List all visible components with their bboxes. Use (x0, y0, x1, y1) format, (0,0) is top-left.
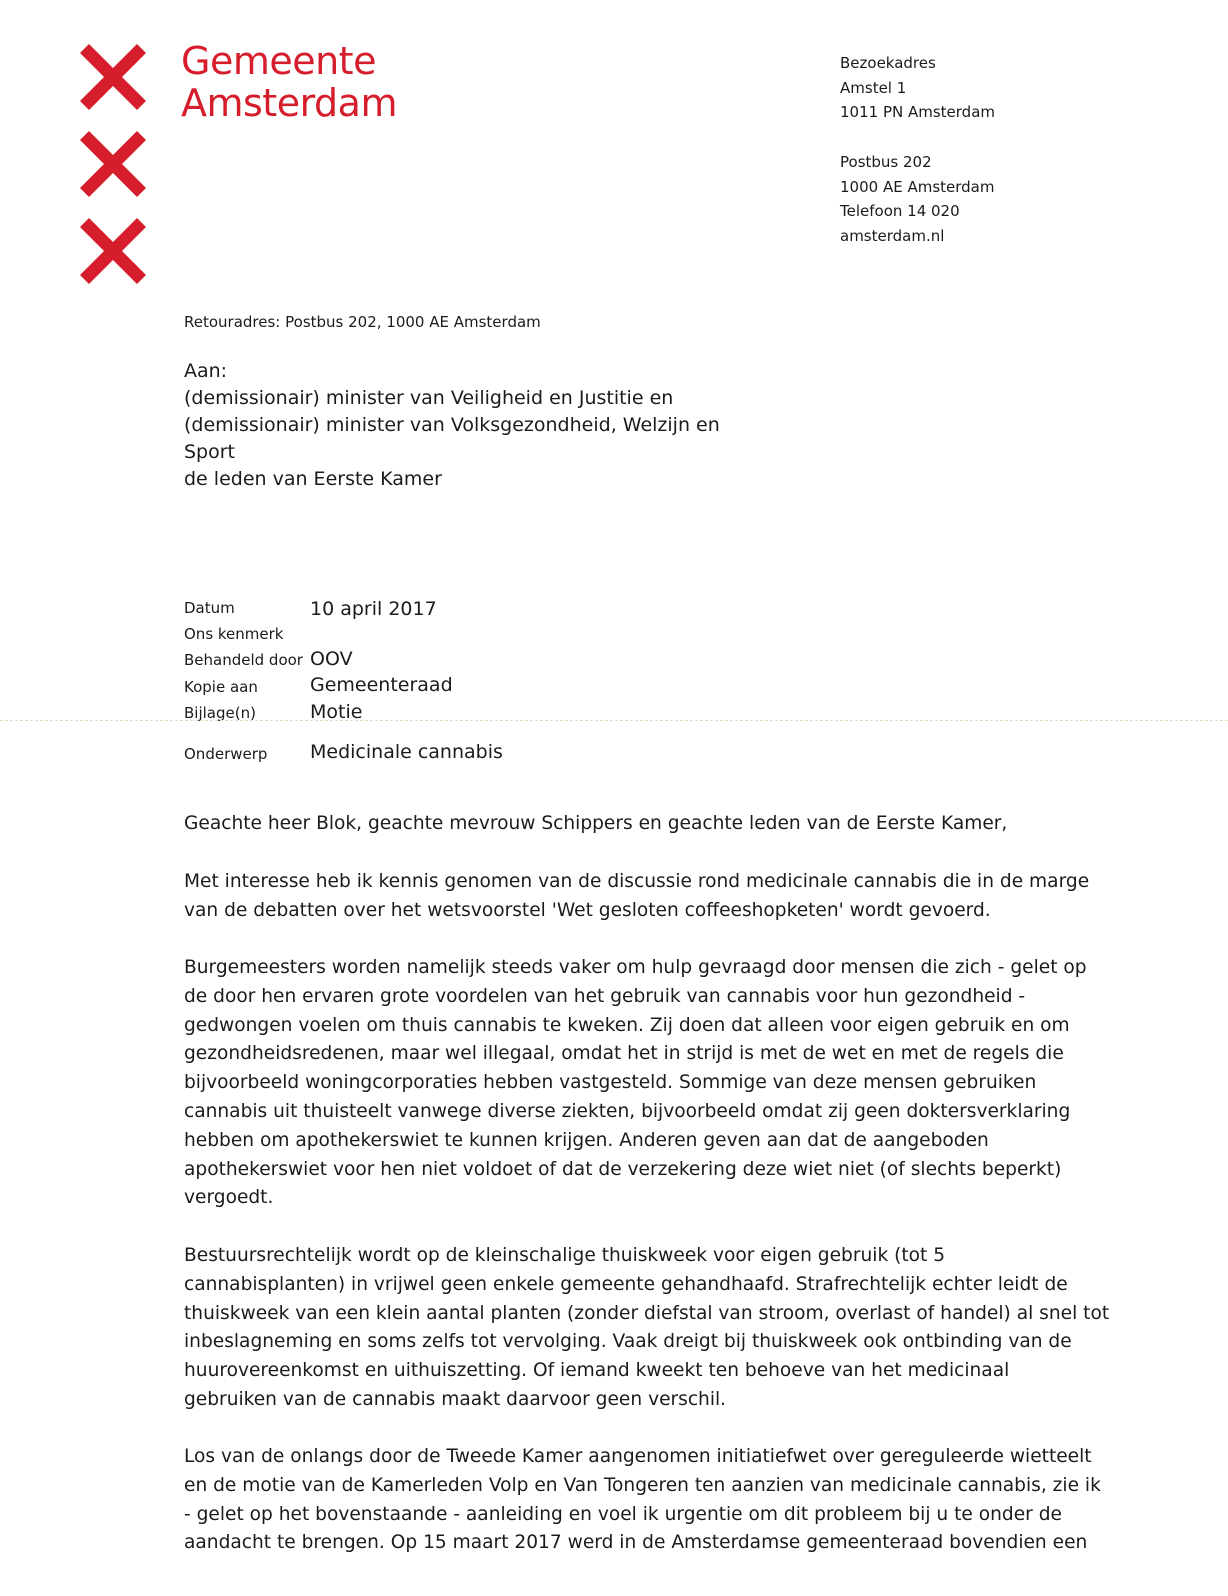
return-address: Retouradres: Postbus 202, 1000 AE Amsterdam (184, 313, 541, 331)
copy-value: Gemeenteraad (310, 674, 453, 696)
subject-value: Medicinale cannabis (310, 741, 503, 763)
andreas-cross-icon (76, 214, 150, 288)
recipient-line: Aan: (184, 360, 228, 382)
attachments-label: Bijlage(n) (184, 704, 256, 722)
paragraph-2 (184, 954, 1087, 1213)
recipient-line: Sport (184, 441, 236, 463)
postal-address-phone: Telefoon 14 020 (840, 202, 960, 221)
date-label: Datum (184, 599, 235, 617)
paragraph-line: en de motie van de Kamerleden Volp en Van Tongeren ten aanzien van medicinale cannabis, zie ik (184, 1474, 1101, 1496)
paragraph-line: de door hen ervaren grote voordelen van het gebruik van cannabis voor hun gezondheid - (184, 985, 1026, 1007)
andreas-cross-icon (76, 127, 150, 201)
paragraph-line: gezondheidsredenen, maar wel illegaal, omdat het in strijd is met de wet en met de regels die (184, 1043, 1064, 1065)
paragraph-line: hebben om apothekerswiet te kunnen krijgen. Anderen geven aan dat de aangeboden (184, 1129, 989, 1151)
paragraph-line: vergoedt. (184, 1187, 274, 1209)
paragraph-line: thuiskweek van een klein aantal planten (zonder diefstal van stroom, overlast of handel) al snel tot (184, 1302, 1110, 1324)
city-logo (76, 40, 150, 301)
handled-value: OOV (310, 648, 353, 670)
paragraph-line: Los van de onlangs door de Tweede Kamer aangenomen initiatiefwet over gereguleerde wietteelt (184, 1446, 1092, 1467)
paragraph-line: van de debatten over het wetsvoorstel 'Wet gesloten coffeeshopketen' wordt gevoerd. (184, 899, 991, 921)
visit-address-label: Bezoekadres (840, 54, 936, 72)
recipients-block (184, 358, 720, 493)
city-name-line1: Gemeente (181, 39, 376, 83)
salutation (184, 810, 1064, 839)
paragraph-1 (184, 868, 1090, 926)
date-value: 10 april 2017 (310, 598, 437, 620)
andreas-cross-icon (76, 40, 150, 114)
visit-address-street: Amstel 1 (840, 78, 907, 97)
postal-address (840, 150, 994, 249)
recipient-line: (demissionair) minister van Volksgezondheid, Welzijn en (184, 414, 720, 436)
attachments-value: Motie (310, 701, 363, 723)
copy-label: Kopie aan (184, 678, 258, 696)
paragraph-line: gebruiken van de cannabis maakt daarvoor geen verschil. (184, 1388, 727, 1410)
postal-address-pobox: Postbus 202 (840, 153, 932, 171)
city-name (181, 40, 397, 124)
visit-address-city: 1011 PN Amsterdam (840, 103, 996, 122)
paragraph-line: cannabis uit thuisteelt vanwege diverse ziekten, bijvoorbeeld omdat zij geen doktersverklaring (184, 1100, 1071, 1122)
subject-label: Onderwerp (184, 745, 268, 763)
paragraph-line: cannabisplanten) in vrijwel geen enkele gemeente gehandhaafd. Strafrechtelijk echter leidt de (184, 1273, 1068, 1295)
visit-address (840, 51, 995, 125)
recipient-line: de leden van Eerste Kamer (184, 468, 442, 490)
paragraph-line: Burgemeesters worden namelijk steeds vaker om hulp gevraagd door mensen die zich - gelet op (184, 957, 1087, 978)
paragraph-line: aandacht te brengen. Op 15 maart 2017 werd in de Amsterdamse gemeenteraad bovendien een (184, 1532, 1088, 1554)
paragraph-line: inbeslagneming en soms zelfs tot vervolging. Vaak dreigt bij thuiskweek ook ontbinding van de (184, 1331, 1072, 1353)
paragraph-4 (184, 1443, 1101, 1558)
paragraph-line: Bestuursrechtelijk wordt op de kleinschalige thuiskweek voor eigen gebruik (tot 5 (184, 1245, 946, 1266)
ref-label: Ons kenmerk (184, 625, 284, 643)
recipient-line: (demissionair) minister van Veiligheid en Justitie en (184, 387, 674, 409)
paragraph-line: huurovereenkomst en uithuiszetting. Of iemand kweekt ten behoeve van het medicinaal (184, 1360, 1010, 1382)
paragraph-line: - gelet op het bovenstaande - aanleiding en voel ik urgentie om dit probleem bij u te onder de (184, 1503, 1062, 1525)
paragraph-line: apothekerswiet voor hen niet voldoet of dat de verzekering deze wiet niet (of slechts beperkt) (184, 1158, 1062, 1180)
paragraph-line: gedwongen voelen om thuis cannabis te kweken. Zij doen dat alleen voor eigen gebruik en om (184, 1014, 1070, 1036)
postal-address-website: amsterdam.nl (840, 227, 945, 246)
city-name-line2: Amsterdam (181, 81, 397, 125)
paragraph-line: Met interesse heb ik kennis genomen van de discussie rond medicinale cannabis die in de marge (184, 871, 1090, 892)
paragraph-line: bijvoorbeeld woningcorporaties hebben vastgesteld. Sommige van deze mensen gebruiken (184, 1072, 1037, 1094)
paragraph-3 (184, 1242, 1110, 1415)
postal-address-city: 1000 AE Amsterdam (840, 177, 995, 196)
handled-label: Behandeld door (184, 651, 303, 669)
fold-mark (0, 720, 1228, 721)
salutation-line: Geachte heer Blok, geachte mevrouw Schippers en geachte leden van de Eerste Kamer, (184, 813, 1008, 834)
